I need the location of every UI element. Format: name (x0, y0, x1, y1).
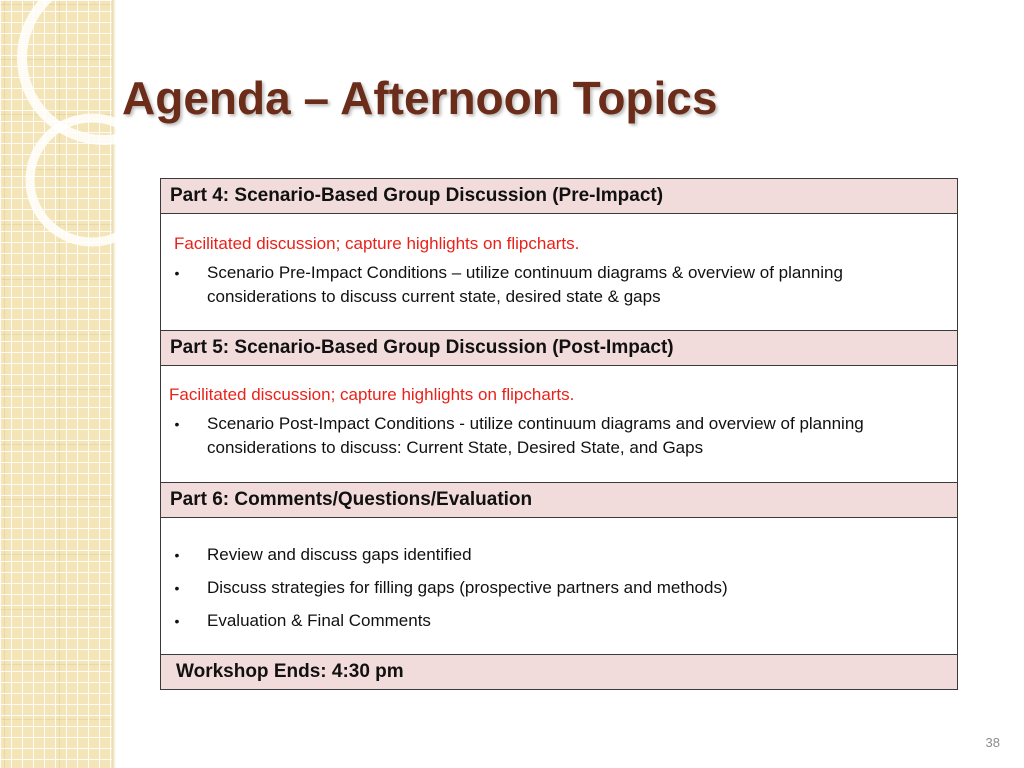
part4-body-cell (161, 214, 958, 331)
table-row-part4-body (161, 214, 958, 331)
table-row-part5-header (161, 331, 958, 366)
part6-header-cell (161, 483, 958, 518)
agenda-table (160, 178, 958, 690)
bullet-dot-icon: • (174, 547, 180, 563)
bullet-text: Evaluation & Final Comments (207, 611, 431, 630)
list-item (161, 261, 957, 309)
part4-note: Facilitated discussion; capture highlights on flipcharts. (174, 234, 580, 253)
part4-heading: Part 4: Scenario-Based Group Discussion (Pre-Impact) (170, 185, 664, 206)
bullet-dot-icon: • (174, 613, 180, 629)
part6-heading: Part 6: Comments/Questions/Evaluation (170, 489, 533, 510)
list-item (161, 576, 957, 600)
part4-header-cell (161, 179, 958, 214)
part5-body-cell (161, 366, 958, 483)
table-row-part4-header (161, 179, 958, 214)
part4-bullet-list (161, 261, 957, 309)
list-item (161, 543, 957, 567)
bullet-text: Scenario Pre-Impact Conditions – utilize continuum diagrams & overview of planning considerations to discuss current state, desired state & gaps (207, 263, 843, 306)
table-row-part6-header (161, 483, 958, 518)
workshop-end-cell (161, 655, 958, 690)
table-row-part6-body (161, 518, 958, 655)
list-item (161, 609, 957, 633)
bullet-dot-icon: • (174, 580, 180, 596)
table-row-workshop-end (161, 655, 958, 690)
slide-title: Agenda – Afternoon Topics (122, 72, 718, 124)
bullet-dot-icon: • (174, 416, 180, 432)
workshop-end-heading: Workshop Ends: 4:30 pm (176, 661, 404, 682)
bullet-text: Discuss strategies for filling gaps (prospective partners and methods) (207, 578, 728, 597)
part6-bullet-list (161, 543, 957, 633)
bullet-text: Review and discuss gaps identified (207, 545, 472, 564)
page-number: 38 (985, 735, 1000, 750)
part5-note: Facilitated discussion; capture highlights on flipcharts. (169, 385, 575, 404)
part5-bullet-list (161, 412, 957, 460)
bullet-dot-icon: • (174, 265, 180, 281)
part5-heading: Part 5: Scenario-Based Group Discussion (Post-Impact) (170, 337, 674, 358)
part5-header-cell (161, 331, 958, 366)
bullet-text: Scenario Post-Impact Conditions - utilize continuum diagrams and overview of planning considerations to discuss: Current State, Desired State, and Gaps (207, 414, 864, 457)
list-item (161, 412, 957, 460)
table-row-part5-body (161, 366, 958, 483)
decorative-circles (0, 0, 160, 260)
part6-body-cell (161, 518, 958, 655)
